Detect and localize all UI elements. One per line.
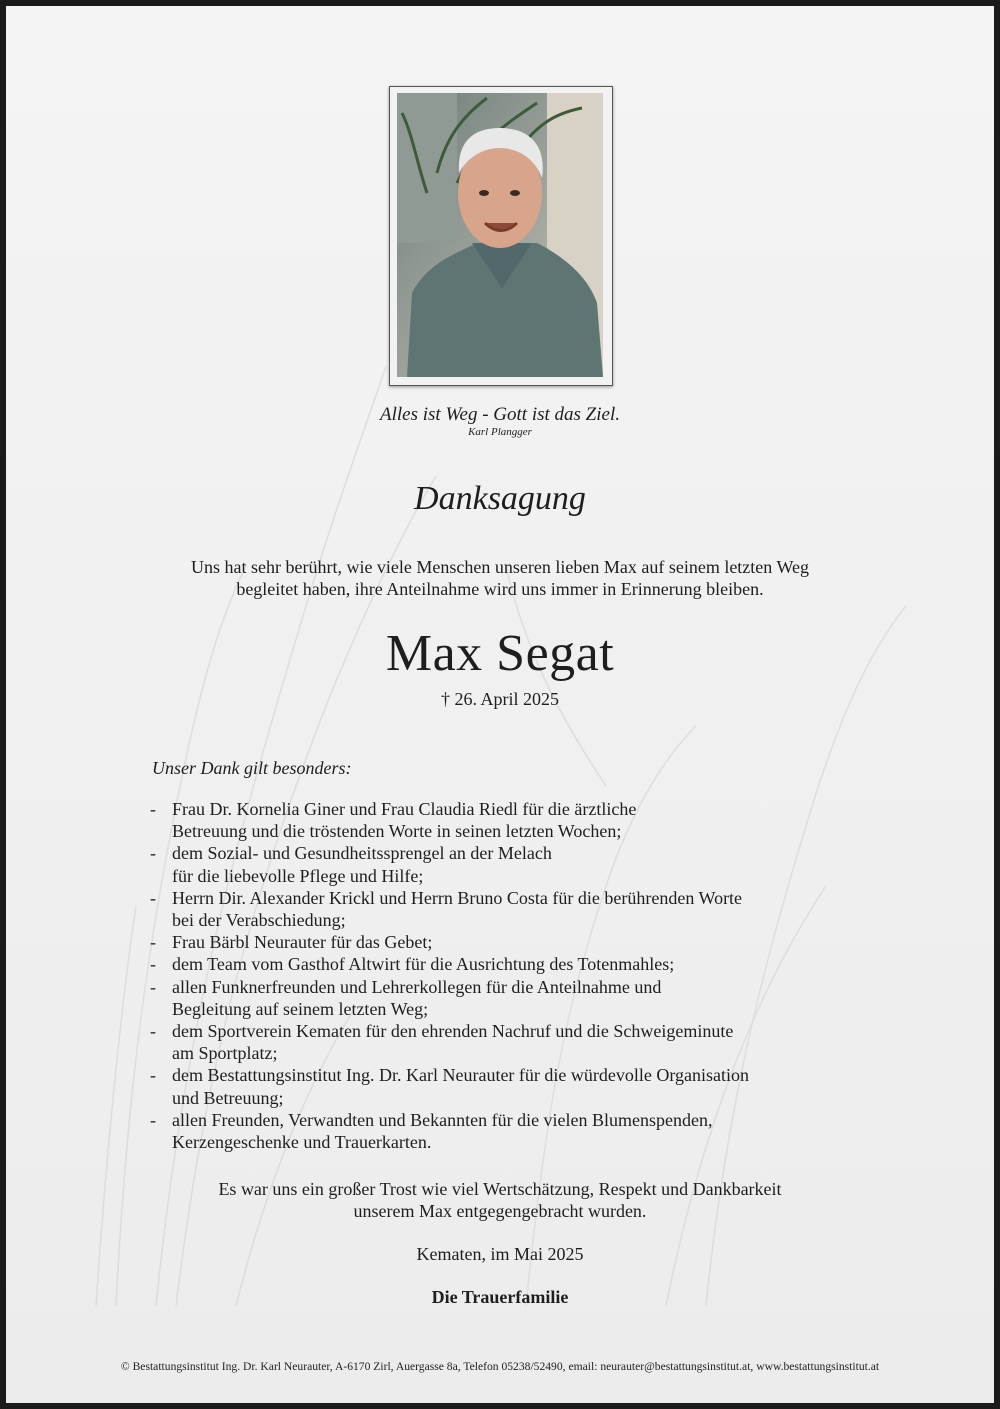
thanks-line: Begleitung auf seinem letzten Weg; [172,998,429,1019]
thanks-list-item [146,842,866,886]
thanks-line: und Betreuung; [172,1087,284,1108]
thanks-line: Herrn Dir. Alexander Krickl und Herrn Bruno Costa für die berührenden Worte [172,887,743,908]
quote-author: Karl Plangger [468,426,532,438]
thanks-title: Unser Dank gilt besonders: [152,758,352,778]
thanks-line: Frau Bärbl Neurauter für das Gebet; [172,932,433,953]
list-bullet: - [150,976,156,997]
thanks-line: dem Bestattungsinstitut Ing. Dr. Karl Neurauter für die würdevolle Organisation [172,1065,750,1086]
list-bullet: - [150,954,156,975]
thanks-line: allen Funknerfreunden und Lehrerkollegen für die Anteilnahme und [172,976,662,997]
list-bullet: - [150,843,156,864]
thanks-line: am Sportplatz; [172,1043,278,1064]
thanks-line: dem Sportverein Kematen für den ehrenden Nachruf und die Schweigeminute [172,1021,734,1042]
list-bullet: - [150,932,156,953]
death-date: † 26. April 2025 [440,689,559,709]
signature: Die Trauerfamilie [431,1287,569,1307]
intro-line: begleitet haben, ihre Anteilnahme wird uns immer in Erinnerung bleiben. [236,579,764,599]
page-title: Danksagung [414,480,586,517]
portrait-frame [389,86,613,386]
thanks-list-item [146,1020,866,1064]
thanks-list-item [146,887,866,931]
thanks-list-item [146,931,866,953]
thanks-list [146,798,866,1153]
closing-line: Es war uns ein großer Trost wie viel Wertschätzung, Respekt und Dankbarkeit [218,1179,782,1199]
list-bullet: - [150,887,156,908]
thanks-list-item [146,798,866,842]
list-bullet: - [150,1109,156,1130]
thanks-line: dem Sozial- und Gesundheitssprengel an der Melach [172,843,552,864]
thanks-list-item [146,976,866,1020]
thanks-line: für die liebevolle Pflege und Hilfe; [172,865,424,886]
obituary-card [6,6,994,1403]
portrait-photo [397,93,603,377]
thanks-line: allen Freunden, Verwandten und Bekannten für die vielen Blumenspenden, [172,1109,713,1130]
quote-text: Alles ist Weg - Gott ist das Ziel. [380,404,620,425]
intro-paragraph [6,556,994,600]
thanks-list-item [146,1064,866,1108]
closing-line: unserem Max entgegengebracht wurden. [353,1201,647,1221]
list-bullet: - [150,1021,156,1042]
thanks-list-item [146,1109,866,1153]
thanks-line: bei der Verabschiedung; [172,910,346,931]
thanks-line: Kerzengeschenke und Trauerkarten. [172,1132,432,1153]
list-bullet: - [150,1065,156,1086]
list-bullet: - [150,799,156,819]
place-date: Kematen, im Mai 2025 [416,1244,584,1264]
footer-contact: © Bestattungsinstitut Ing. Dr. Karl Neurauter, A-6170 Zirl, Auergasse 8a, Telefon 05238/52490, email: neurauter@bestattungsinstitut.at, www.bestattungsinstitut.at [120,1360,880,1373]
intro-line: Uns hat sehr berührt, wie viele Menschen unseren lieben Max auf seinem letzten Weg [190,557,809,577]
thanks-list-item [146,953,866,975]
closing-paragraph [6,1178,994,1222]
thanks-line: Betreuung und die tröstenden Worte in seinen letzten Wochen; [172,821,622,842]
thanks-line: Frau Dr. Kornelia Giner und Frau Claudia Riedl für die ärztliche [172,799,637,819]
deceased-name: Max Segat [385,625,615,682]
thanks-line: dem Team vom Gasthof Altwirt für die Ausrichtung des Totenmahles; [172,954,675,975]
